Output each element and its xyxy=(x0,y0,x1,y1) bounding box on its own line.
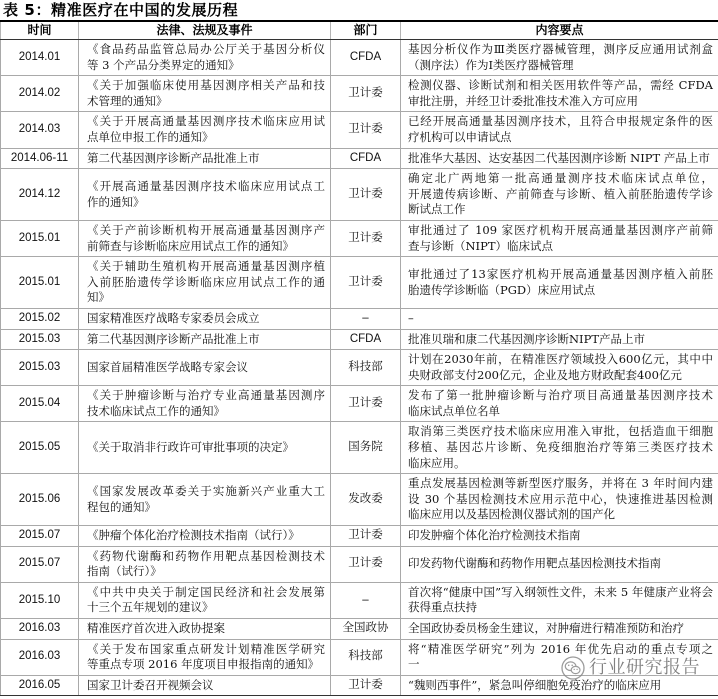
event-line: 《关于取消非行政许可审批事项的决定》 xyxy=(87,440,294,455)
content-line: 移植、基因芯片诊断、免疫细胞治疗等第三类医疗技术 xyxy=(408,440,713,455)
event-line: 《食品药品监管总局办公厅关于基因分析仪 xyxy=(87,42,325,56)
event-cell xyxy=(79,582,331,618)
table-row xyxy=(1,619,718,640)
event-line: 程包的通知》 xyxy=(87,499,156,514)
event-line: 精准医疗首次进入政协提案 xyxy=(87,621,225,635)
table-row xyxy=(1,40,718,76)
table-row xyxy=(1,546,718,582)
content-line: 确定北广两地第一批高通量测序技术临床试点单位， xyxy=(408,171,713,186)
event-line: 点单位申报工作的通知》 xyxy=(87,129,214,144)
content-cell xyxy=(401,582,718,618)
content-cell xyxy=(401,350,718,386)
header-content: 内容要点 xyxy=(401,21,718,40)
event-cell xyxy=(79,220,331,256)
table-row xyxy=(1,308,718,329)
content-cell xyxy=(401,40,718,76)
content-line: 审批通过了13家医疗机构开展高通量基因测序植入前胚 xyxy=(408,266,713,281)
table-row xyxy=(1,329,718,350)
content-line: 临床应用以及基因检测仪器试剂的国产化 xyxy=(408,507,615,522)
content-cell xyxy=(401,639,718,675)
content-line: 胎遗传学诊断临（PGD）床应用试点 xyxy=(408,282,596,297)
event-cell xyxy=(79,350,331,386)
date-cell: 2015.02 xyxy=(1,308,79,329)
event-cell xyxy=(79,257,331,309)
header-row xyxy=(1,21,718,40)
table-body xyxy=(1,40,718,696)
event-line: 《关于产前诊断机构开展高通量基因测序产 xyxy=(87,222,325,237)
date-cell: 2015.06 xyxy=(1,474,79,526)
content-line: 批准华大基因、达安基因二代基因测序诊断 NIPT 产品上市 xyxy=(408,150,710,165)
content-line: 印发肿瘤个体化治疗检测技术指南 xyxy=(408,528,581,543)
content-line: 审批注册，并经卫计委批准技术准入方可应用 xyxy=(408,93,638,108)
event-line: 等重点专项 2016 年度项目申报指南的通知》 xyxy=(87,657,320,672)
event-cell xyxy=(79,169,331,221)
event-line: 《国家发展改革委关于实施新兴产业重大工 xyxy=(87,484,325,499)
event-line: 十三个五年规划的建议》 xyxy=(87,600,214,615)
table-row xyxy=(1,474,718,526)
content-line: 计划在2030年前，在精准医疗领域投入600亿元，其中中 xyxy=(408,352,713,367)
header-event: 法律、法规及事件 xyxy=(79,21,331,40)
event-line: 第二代基因测序诊断产品批准上市 xyxy=(87,331,260,346)
table-row xyxy=(1,526,718,547)
event-cell xyxy=(79,40,331,76)
content-cell xyxy=(401,422,718,474)
dept-cell: – xyxy=(331,308,401,329)
content-line: 基因分析仪作为Ⅲ类医疗器械管理，测序反应通用试剂盒 xyxy=(408,42,713,56)
content-line: 印发药物代谢酶和药物作用靶点基因检测技术指南 xyxy=(408,556,661,571)
event-cell xyxy=(79,546,331,582)
header-dept: 部门 xyxy=(331,21,401,40)
dept-cell: 国务院 xyxy=(331,422,401,474)
event-cell xyxy=(79,619,331,640)
content-line: 已经开展高通量基因测序技术，且符合申报规定条件的医 xyxy=(408,114,713,129)
event-cell xyxy=(79,386,331,422)
event-cell xyxy=(79,76,331,112)
event-line: 前筛查与诊断临床应用试点工作的通知》 xyxy=(87,238,294,253)
event-cell xyxy=(79,675,331,696)
dept-cell: 科技部 xyxy=(331,639,401,675)
event-cell xyxy=(79,526,331,547)
date-cell: 2016.05 xyxy=(1,675,79,696)
event-cell xyxy=(79,474,331,526)
content-line: “魏则西事件”，紧急叫停细胞免疫治疗的临床应用 xyxy=(408,677,662,692)
content-cell xyxy=(401,148,718,169)
content-cell xyxy=(401,257,718,309)
event-cell xyxy=(79,329,331,350)
event-line: 入前胚胎遗传学诊断临床应用试点工作的通 xyxy=(87,274,325,289)
event-line: 作的通知》 xyxy=(87,194,145,209)
dept-cell: – xyxy=(331,582,401,618)
table-row xyxy=(1,169,718,221)
dept-cell: 卫计委 xyxy=(331,675,401,696)
content-cell xyxy=(401,619,718,640)
event-cell xyxy=(79,112,331,148)
content-line: （测序法）作为Ⅰ类医疗器械管理 xyxy=(408,57,574,72)
content-cell xyxy=(401,474,718,526)
event-line: 《关于开展高通量基因测序技术临床应用试 xyxy=(87,114,325,129)
header-date: 时间 xyxy=(1,21,79,40)
date-cell: 2015.05 xyxy=(1,422,79,474)
event-line: 《关于肿瘤诊断与治疗专业高通量基因测序 xyxy=(87,388,325,403)
event-line: 《肿瘤个体化治疗检测技术指南（试行）》 xyxy=(87,528,300,543)
event-line: 术管理的通知》 xyxy=(87,93,168,108)
event-line: 指南（试行）》 xyxy=(87,564,162,579)
content-line: 查与诊断（NIPT）临床试点 xyxy=(408,238,554,253)
content-cell xyxy=(401,546,718,582)
event-line: 《药物代谢酶和药物作用靶点基因检测技术 xyxy=(87,548,325,563)
dept-cell: CFDA xyxy=(331,148,401,169)
date-cell: 2015.03 xyxy=(1,350,79,386)
date-cell: 2015.03 xyxy=(1,329,79,350)
content-line: 全国政协委员杨金生建议，对肿瘤进行精准预防和治疗 xyxy=(408,621,684,635)
content-line: 批准贝瑞和康二代基因测序诊断NIPT产品上市 xyxy=(408,331,646,346)
content-line: 断试点工作 xyxy=(408,202,466,217)
event-cell xyxy=(79,308,331,329)
table-row xyxy=(1,112,718,148)
date-cell: 2015.01 xyxy=(1,220,79,256)
date-cell: 2015.10 xyxy=(1,582,79,618)
event-line: 知》 xyxy=(87,290,110,305)
date-cell: 2014.01 xyxy=(1,40,79,76)
content-line: 将“精准医学研究”列为 2016 年优先启动的重点专项之 xyxy=(408,641,713,656)
dept-cell: CFDA xyxy=(331,329,401,350)
content-cell xyxy=(401,169,718,221)
content-line: 央财政部支付200亿元，企业及地方财政配套400亿元 xyxy=(408,367,682,382)
event-line: 《开展高通量基因测序技术临床应用试点工 xyxy=(87,178,325,193)
date-cell: 2016.03 xyxy=(1,639,79,675)
event-line: 《关于发布国家重点研发计划精准医学研究 xyxy=(87,641,325,656)
date-cell: 2015.04 xyxy=(1,386,79,422)
event-line: 《中共中央关于制定国民经济和社会发展第 xyxy=(87,584,325,599)
event-line: 国家精准医疗战略专家委员会成立 xyxy=(87,310,260,325)
table-row xyxy=(1,386,718,422)
precision-medicine-history-table xyxy=(0,20,718,696)
date-cell: 2014.02 xyxy=(1,76,79,112)
dept-cell: 科技部 xyxy=(331,350,401,386)
event-line: 技术临床试点工作的通知》 xyxy=(87,403,225,418)
table-title: 表 5：精准医疗在中国的发展历程 xyxy=(3,1,239,19)
table-row xyxy=(1,76,718,112)
event-cell xyxy=(79,422,331,474)
event-line: 《关于辅助生殖机构开展高通量基因测序植 xyxy=(87,259,325,274)
table-row xyxy=(1,148,718,169)
content-line: 设 30 个基因检测技术应用示范中心，快速推进基因检测 xyxy=(408,491,713,506)
content-line: 取消第三类医疗技术临床应用准入审批，包括造血干细胞 xyxy=(408,424,713,439)
event-cell xyxy=(79,639,331,675)
date-cell: 2016.03 xyxy=(1,619,79,640)
dept-cell: 卫计委 xyxy=(331,76,401,112)
table-row xyxy=(1,639,718,675)
event-line: 等 3 个产品分类界定的通知》 xyxy=(87,57,240,72)
dept-cell: 卫计委 xyxy=(331,169,401,221)
event-line: 第二代基因测序诊断产品批准上市 xyxy=(87,150,260,165)
dept-cell: CFDA xyxy=(331,40,401,76)
dept-cell: 卫计委 xyxy=(331,112,401,148)
content-line: 临床试点单位名单 xyxy=(408,403,500,418)
event-line: 国家首届精准医学战略专家会议 xyxy=(87,359,248,374)
content-line: 一 xyxy=(408,657,420,672)
content-line: 首次将“健康中国”写入纲领性文件，未来 5 年健康产业将会 xyxy=(408,584,713,599)
content-cell xyxy=(401,76,718,112)
content-cell xyxy=(401,329,718,350)
content-cell xyxy=(401,308,718,329)
table-row xyxy=(1,257,718,309)
dept-cell: 发改委 xyxy=(331,474,401,526)
content-line: – xyxy=(408,310,414,325)
watermark-text: 行业研究报告 xyxy=(589,657,700,678)
content-cell xyxy=(401,675,718,696)
event-cell xyxy=(79,148,331,169)
table-row xyxy=(1,675,718,696)
date-cell: 2014.03 xyxy=(1,112,79,148)
date-cell: 2015.01 xyxy=(1,257,79,309)
date-cell: 2015.07 xyxy=(1,526,79,547)
content-line: 审批通过了 109 家医疗机构开展高通量基因测序产前筛 xyxy=(408,222,713,237)
dept-cell: 卫计委 xyxy=(331,526,401,547)
content-line: 发布了第一批肿瘤诊断与治疗项目高通量基因测序技术 xyxy=(408,388,713,403)
table-row xyxy=(1,350,718,386)
date-cell: 2014.06-11 xyxy=(1,148,79,169)
dept-cell: 卫计委 xyxy=(331,386,401,422)
table-row xyxy=(1,220,718,256)
content-line: 开展遗传病诊断、产前筛查与诊断、植入前胚胎遗传学诊 xyxy=(408,186,713,201)
table-row xyxy=(1,582,718,618)
dept-cell: 卫计委 xyxy=(331,257,401,309)
content-line: 临床应用。 xyxy=(408,455,466,470)
content-cell xyxy=(401,112,718,148)
content-line: 检测仪器、诊断试剂和相关医用软件等产品，需经 CFDA xyxy=(408,78,713,93)
content-line: 重点发展基因检测等新型医疗服务，并将在 3 年时间内建 xyxy=(408,476,713,491)
event-line: 《关于加强临床使用基因测序相关产品和技 xyxy=(87,78,325,93)
dept-cell: 全国政协 xyxy=(331,619,401,640)
date-cell: 2015.07 xyxy=(1,546,79,582)
content-line: 获得重点扶持 xyxy=(408,600,477,615)
event-line: 国家卫计委召开视频会议 xyxy=(87,677,214,692)
date-cell: 2014.12 xyxy=(1,169,79,221)
content-line: 疗机构可以申请试点 xyxy=(408,129,512,144)
dept-cell: 卫计委 xyxy=(331,220,401,256)
content-cell xyxy=(401,526,718,547)
table-row xyxy=(1,422,718,474)
content-cell xyxy=(401,220,718,256)
content-cell xyxy=(401,386,718,422)
dept-cell: 卫计委 xyxy=(331,546,401,582)
